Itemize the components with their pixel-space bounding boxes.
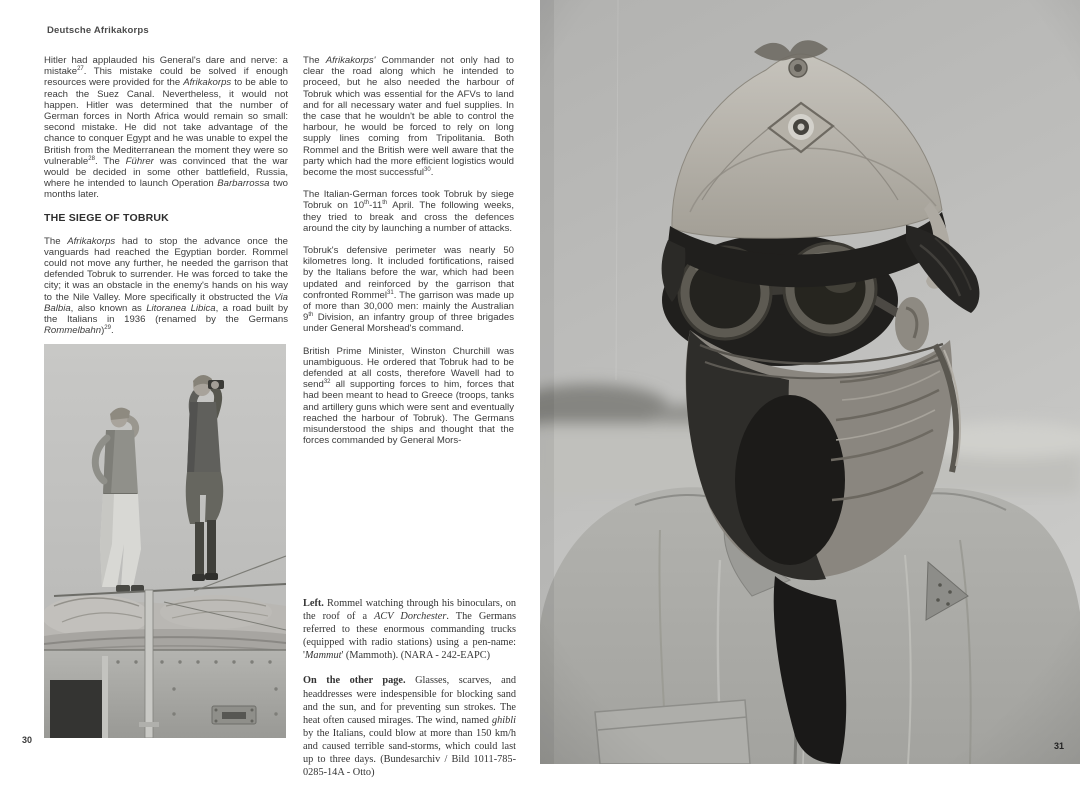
section-heading: THE SIEGE OF TOBRUK — [44, 211, 169, 224]
column-2 — [303, 55, 514, 447]
caption-other-page: On the other page. Glasses, scarves, and headdresses were indespensible for blocking sand and the sun, and for preventing sun strokes. The heat often caused mirages. The wind, named ghibli by the Italians, could blow at more than 150 km/h and caused terrible sand-storms, which could last up to three days. (Bundesarchiv / Bild 1011-785-0285-14A - Otto) — [303, 675, 516, 779]
photo-rommel-binoculars — [44, 344, 286, 738]
running-header: Deutsche Afrikakorps — [47, 25, 149, 36]
paragraph: Hitler had applauded his General's dare and nerve: a mistake$^{27}$. This mistake could be solved if enough resources were provided for the Afrikakorps to be able to reach the Suez Canal. Nevertheless, it would not happen. Hitler was determined that the number of German forces in North Africa would remain so small: second mistake. He did not take advantage of the chance to conquer Egypt and he was unable to expel the British from the Mediterranean the moment they were so vulnerable$^{28}$. The Führer was convinced that the war would be decided in some other battlefield, Russia, where he intended to launch Operation Barbarrossa two months later. — [44, 55, 289, 201]
paragraph: The Afrikakorps had to stop the advance once the vanguards had reached the Egyptian border. Rommel could not move any further, he needed the garrison that defended Tobruk to surrender. He was forced to take the city; it was an obstacle in the enemy's hands on his way to the Nile Valley. More specifically it obstructed the Via Balbia, also known as Litoranea Libica, a road built by the Italians in 1936 (renamed by the Germans Rommelbahn)$^{29}$. — [44, 235, 288, 337]
column-1 — [44, 55, 288, 336]
photo-soldier-goggles — [540, 0, 1080, 764]
paragraph: The Afrikakorps' Commander not only had to clear the road along which he intended to proceed, but he also needed the harbour of Tobruk which was essential for the AFVs to land and for all necessary water and fuel supplies. In the case that he wouldn't be able to control the harbour, he would be forced to rely on long supply lines coming from Tripolitania. Both Rommel and the British were well aware that the party which had the more efficient logistics would become the most successful$^{30}$. — [303, 55, 514, 179]
paragraph: The Italian-German forces took Tobruk by siege Tobruk on 10th-11th April. The following weeks, they tried to break and cross the defences around the city by launching a number of attacks. — [303, 189, 515, 234]
page-left — [0, 0, 540, 779]
gutter-shadow — [540, 0, 554, 764]
paragraph: British Prime Minister, Winston Churchill was unambiguous. He ordered that Tobruk had to be defended at all costs, therefore Wavell had to send$^{32}$ all supporting forces to him, forces that had been meant to head to Greece (troops, tanks and artillery guns which were sent and eventually reached the harbour of Tobruk). The Germans misunderstood the ships and thought that the forces commanded by General Mors- — [303, 345, 514, 447]
page-number-left: 30 — [22, 735, 33, 745]
vignette — [540, 0, 1080, 764]
caption-block — [303, 597, 516, 791]
caption-left-photo: Left. Rommel watching through his binoculars, on the roof of a ACV Dorchester. The Germans referred to these enormous commanding trucks (equipped with radio stations) using a pen-name: 'Mammut' (Mammoth). (NARA - 242-EAPC) — [303, 598, 517, 662]
page-right — [540, 0, 1080, 764]
page-number-right: 31 — [1053, 741, 1064, 751]
paragraph: Tobruk's defensive perimeter was nearly 50 kilometres long. It included fortifications, raised by the Italians before the war, which had been updated and reinforced by the garrison that confronted Rommel$^{31}$. The garrison was made up of more than 30,000 men: mainly the Australian 9th Division, an infantry group of three brigades under General Morshead's command. — [303, 245, 514, 335]
